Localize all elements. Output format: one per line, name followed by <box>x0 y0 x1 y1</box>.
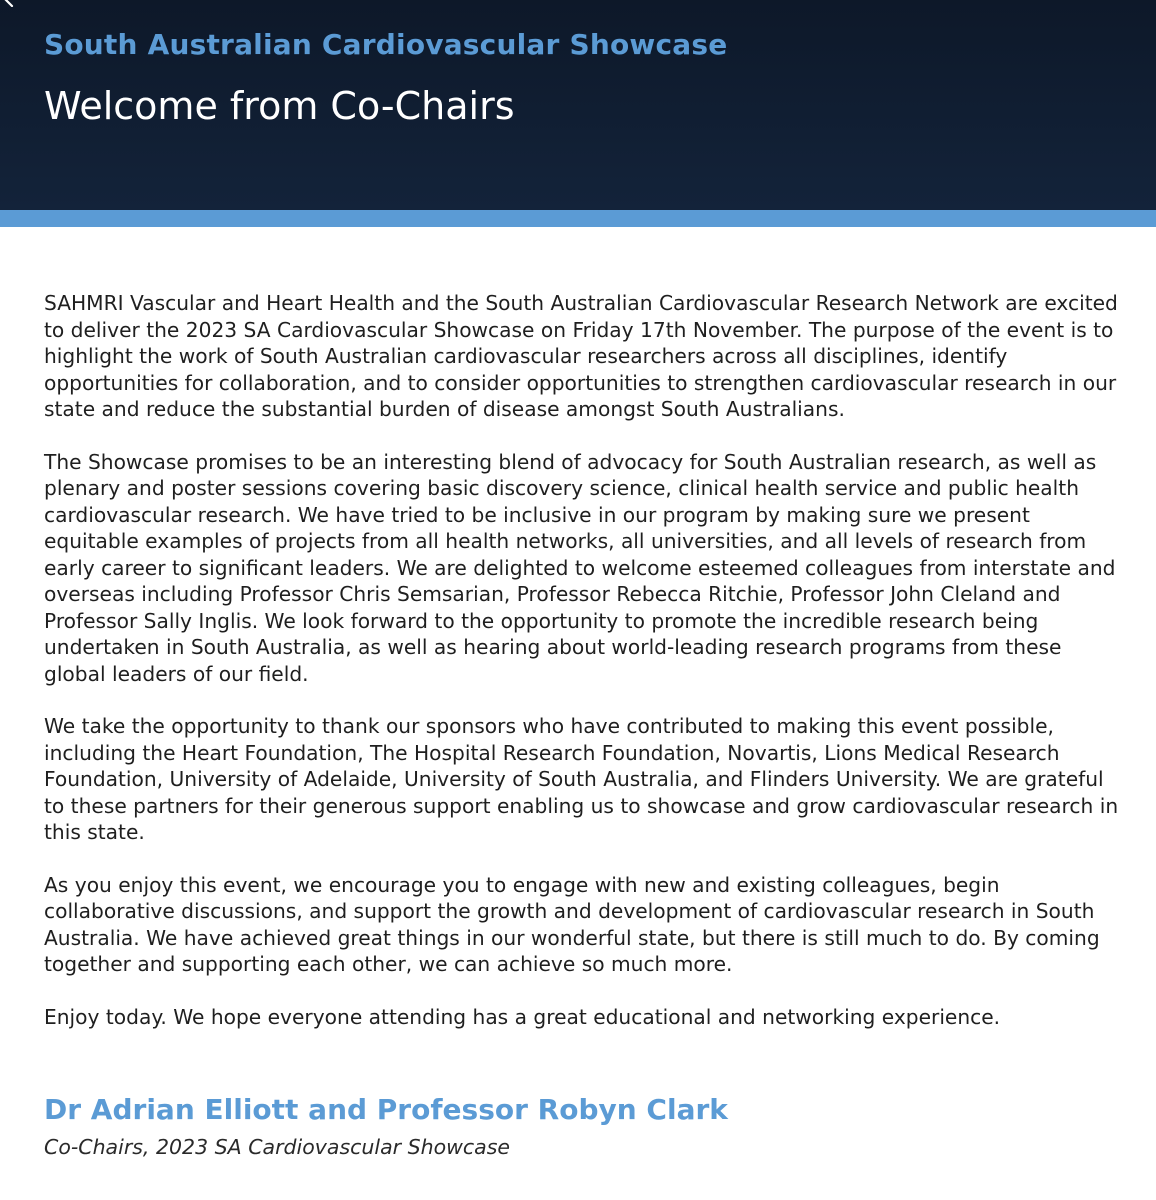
signature-role: Co-Chairs, 2023 SA Cardiovascular Showcase <box>44 1135 511 1159</box>
chevron-left-icon[interactable] <box>2 0 16 6</box>
paragraph-sponsors: We take the opportunity to thank our sponsors who have contributed to making this event possible, including the Heart Foundation, The Hospital Research Foundation, Novartis, Lions Medical Research Foundation, University of Adelaide, University of South Australia, and Flinders University. We are grateful to these partners for their generous support enabling us to showcase and grow cardiovascular research in this state. <box>44 714 1119 844</box>
header-eyebrow: South Australian Cardiovascular Showcase <box>44 28 728 61</box>
paragraph-closing: Enjoy today. We hope everyone attending has a great educational and networking experience. <box>44 1004 1001 1029</box>
paragraph-engage: As you enjoy this event, we encourage you to engage with new and existing colleagues, begin collaborative discussions, and support the growth and development of cardiovascular research in South Australia. We have achieved great things in our wonderful state, but there is still much to do. By coming together and supporting each other, we can achieve so much more. <box>44 872 1100 976</box>
accent-divider <box>0 210 1156 227</box>
signature-name: Dr Adrian Elliott and Professor Robyn Clark <box>44 1093 728 1126</box>
page-header <box>0 0 1156 210</box>
page-title: Welcome from Co-Chairs <box>44 84 515 128</box>
letter-body <box>44 290 1119 1056</box>
paragraph-intro: SAHMRI Vascular and Heart Health and the South Australian Cardiovascular Research Network are excited to deliver the 2023 SA Cardiovascular Showcase on Friday 17th November. The purpose of the event is to highlight the work of South Australian cardiovascular researchers across all disciplines, identify opportunities for collaboration, and to consider opportunities to strengthen cardiovascular research in our state and reduce the substantial burden of disease amongst South Australians. <box>44 291 1118 421</box>
paragraph-program: The Showcase promises to be an interesting blend of advocacy for South Australian research, as well as plenary and poster sessions covering basic discovery science, clinical health service and public health cardiovascular research. We have tried to be inclusive in our program by making sure we present equitable examples of projects from all health networks, all universities, and all levels of research from early career to significant leaders. We are delighted to welcome esteemed colleagues from interstate and overseas including Professor Chris Semsarian, Professor Rebecca Ritchie, Professor John Cleland and Professor Sally Inglis. We look forward to the opportunity to promote the incredible research being undertaken in South Australia, as well as hearing about world-leading research programs from these global leaders of our field. <box>44 449 1116 686</box>
